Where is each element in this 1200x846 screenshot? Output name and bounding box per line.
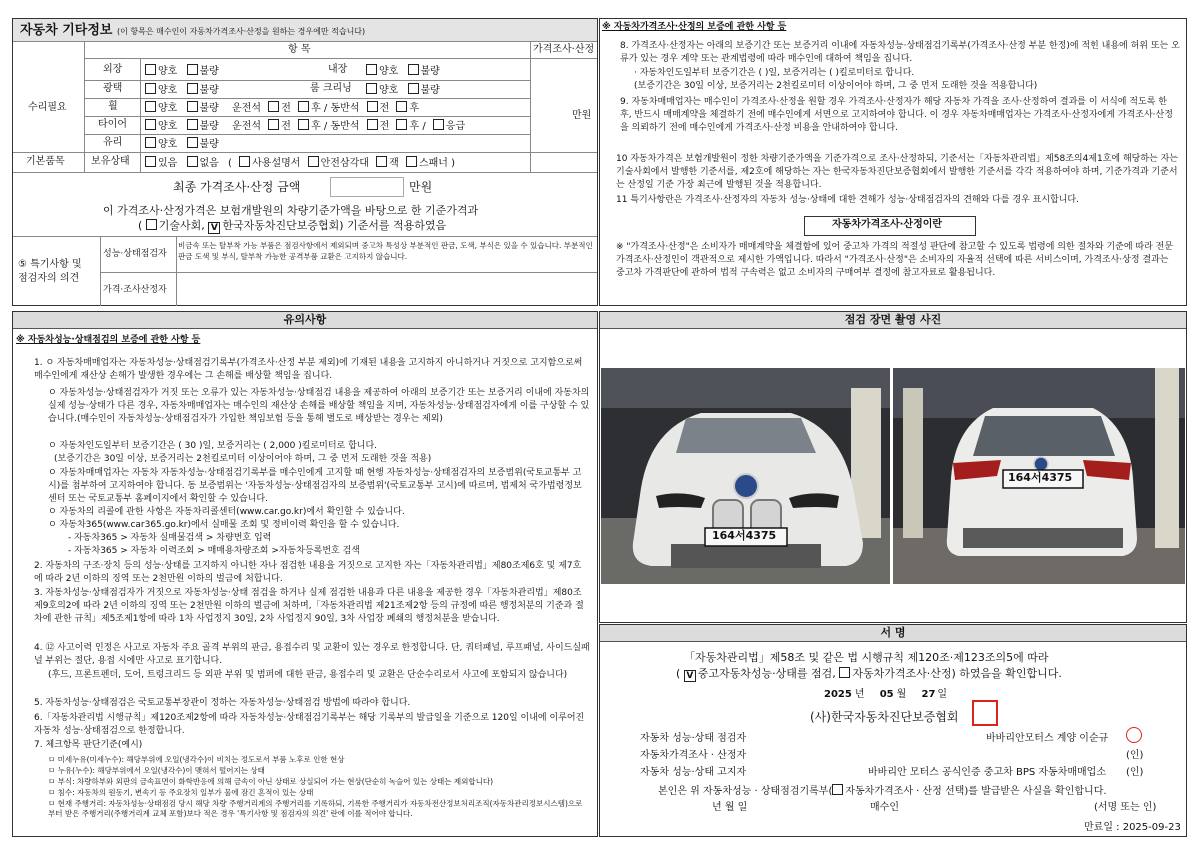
buyer-confirm-line: 본인은 위 자동차성능 · 상태점검기록부( 자동차가격조사 · 산정 선택)를 발급받은 사실을 확인합니다. (658, 786, 1107, 797)
exterior-options: 양호 불량 (145, 64, 219, 78)
notifier-sign-label: 자동차 성능·상태 고지자 (640, 767, 747, 778)
note-7e: ㅁ 현재 주행거리: 자동차성능·상태점검 당시 해당 차량 주행거리계의 주행거리를 기록하되, 기록한 주행거리가 자동차전산정보처리조직(자동차관리정보시스템)으로부터 받은 주행거리(주행거리계 교체 포함)보다 적은 경우 '특기사항 및 점검자의 의견' 란에 이를 적어야 합니다. (48, 799, 583, 818)
price-inspector-sign-label: 자동차가격조사 · 산정자 (640, 750, 747, 761)
basic-yes-checkbox[interactable] (145, 156, 156, 167)
photos-header: 점검 장면 촬영 사진 (600, 312, 1186, 329)
glass-options: 양호 불량 (145, 137, 219, 151)
col-item-header: 항 목 (288, 44, 311, 55)
sign-date: 2025 년 05 월 27 일 (824, 689, 948, 700)
sign-line1: 「자동차관리법」제58조 및 같은 법 시행규칙 제120조·제123조의5에 따라 (684, 651, 1049, 664)
gloss-good-checkbox[interactable] (145, 83, 156, 94)
note-1d: (보증기간은 30일 이상, 보증거리는 2천킬로미터 이상이어야 하며, 그 중 먼저 도래한 것을 적용) (54, 454, 432, 464)
note-4b: (후드, 프론트펜더, 도어, 트렁크리드 등 외판 부위 및 범퍼에 대한 판금, 용접수리 및 교환은 단순수리로서 사고에 포함되지 않습니다) (48, 670, 568, 680)
sign-organization: (사)한국자동차진단보증협회 (810, 710, 959, 724)
expiry-date: 만료일 : 2025-09-23 (1084, 822, 1181, 833)
wheel-good-checkbox[interactable] (145, 101, 156, 112)
buyer-date-row: 년 월 일 (712, 802, 748, 813)
basis-assoc-checkbox[interactable]: V (208, 222, 220, 234)
wheel-driver-rear-checkbox[interactable] (298, 101, 309, 112)
note-5: 5. 자동차성능·상태점검은 국토교통부장관이 정하는 자동차성능·상태점검 방법에 따라야 합니다. (34, 698, 411, 708)
price-note-11: 11 특기사항란은 가격조사·산정자의 자동차 성능·상태에 대한 견해가 성능·상태점검자의 견해와 다를 경우 표시합니다. (616, 195, 1079, 205)
price-note-8b: · 자동차인도일부터 보증기간은 ( )일, 보증거리는 ( )킬로미터로 합니다. (634, 68, 915, 78)
exterior-bad-checkbox[interactable] (187, 64, 198, 75)
about-price-text: ※ "가격조사·산정"은 소비자가 매매계약을 체결함에 있어 중고차 가격의 적절성 판단에 참고할 수 있도록 법령에 의한 절차와 기준에 따라 전문 가격조사·산정인이 객관적으로 제시한 가액입니다. 따라서 "가격조사·산정"은 소비자의 자율적 선택에 따른 서비스이며, 가격조사·상정 결과는 중고차 가격판단에 관하여 법적 구속력은 없고 소비자의 구매여부 결정에 참고자료로 활용됩니다. (616, 242, 1174, 278)
note-1a: 1. ㅇ 자동차매매업자는 자동차성능·상태점검기록부(가격조사·산정 부분 제외)에 기재된 내용을 고지하지 아니하거나 거짓으로 고지함으로써 매수인에게 재산상 손해가 발생한 경우에는 그 손해를 배상할 책임을 집니다. (34, 358, 583, 381)
notes-subheader: ※ 자동차성능·상태점검의 보증에 관한 사항 등 (16, 335, 201, 345)
note-3: 3. 자동차성능·상태점검자가 거짓으로 자동차성능·상태 점검을 하거나 실제 점검한 내용과 다른 내용을 제공한 경우「자동차관리법」제80조제9호의2에 따라 2년 이하의 징역 또는 2천만원 이하의 벌금에 처하며,「자동차관리법 제21조제2항 등의 규정에 따른 행정처분의 기준과 절차에 관한 규칙」제5조제1항에 따라 1차 사업정지 30일, 2차 사업정지 90일, 3차 사업장 폐쇄의 행정처분을 받습니다. (34, 588, 584, 624)
notifier-sign-in: (인) (1126, 767, 1144, 778)
unit-man: 만원 (572, 110, 592, 121)
wheel-driver-front-checkbox[interactable] (268, 101, 279, 112)
exterior-good-checkbox[interactable] (145, 64, 156, 75)
final-price-label: 최종 가격조사·산정 금액 (173, 180, 301, 194)
row-wheel: 휠 (108, 101, 118, 112)
special-notes-label: ⑤ 특기사항 및 점검자의 의견 (18, 259, 82, 284)
note-1f: ㅇ 자동차의 리콜에 관한 사항은 자동차리콜센터(www.car.go.kr)에서 확인할 수 있습니다. (48, 507, 405, 517)
row-glass: 유리 (103, 137, 123, 148)
tire-good-checkbox[interactable] (145, 119, 156, 130)
tire-driver-rear-checkbox[interactable] (298, 119, 309, 130)
organization-seal (972, 700, 998, 726)
note-1h: - 자동차365 > 자동차 실매물검색 > 차량번호 입력 (68, 533, 272, 543)
tire-emergency-checkbox[interactable] (433, 119, 444, 130)
inspector-signature-mark (1126, 727, 1142, 743)
jack-checkbox[interactable] (376, 156, 387, 167)
room-good-checkbox[interactable] (366, 83, 377, 94)
note-7c: ㅁ 부식: 차량하부와 외판의 금속표면이 화학반응에 의해 금속이 아닌 상태로 상실되어 가는 현상(단순히 녹슬어 있는 상태는 제외합니다) (48, 777, 493, 786)
row-room-cleaning: 룸 크리닝 (310, 83, 352, 94)
note-7d: ㅁ 침수: 자동차의 원동기, 변속기 등 주요장치 일부가 물에 잠긴 흔적이 있는 상태 (48, 788, 314, 797)
note-1c: ㅇ 자동차인도일부터 보증기간은 ( 30 )일, 보증거리는 ( 2,000 )킬로미터로 합니다. (48, 441, 378, 451)
note-4: 4. ⑫ 사고이력 인정은 사고로 자동차 주요 골격 부위의 판금, 용접수리 및 교환이 있는 경우로 한정합니다. 단, 쿼터패널, 루프패널, 사이드실패널 부위는 절단, 용접 시에만 사고로 표기합니다. (34, 643, 590, 666)
price-inspector-label: 가격·조사산정자 (103, 285, 167, 295)
repair-label: 수리필요 (28, 102, 67, 113)
row-gloss: 광택 (103, 83, 123, 94)
note-7: 7. 체크항목 판단기준(예시) (34, 740, 143, 750)
buyer-sign-or-stamp: (서명 또는 인) (1094, 802, 1157, 813)
room-options: 양호 불량 (366, 83, 440, 97)
interior-good-checkbox[interactable] (366, 64, 377, 75)
row-exterior: 외장 (103, 64, 123, 75)
price-warranty-header: ※ 자동차가격조사·산정의 보증에 관한 사항 등 (602, 22, 787, 32)
tire-bad-checkbox[interactable] (187, 119, 198, 130)
perf-inspector-sign-value: 바바리안모터스 계양 이순규 (986, 733, 1109, 744)
note-1b: ㅇ 자동차성능·상태점검자가 거짓 또는 오류가 있는 자동차성능·상태점검 내용을 제공하여 아래의 보증기간 또는 보증거리 이내에 자동차의 실제 성능·상태가 다른 경우, 자동차매매업자는 매수인의 재산상 손해를 배상할 책임을 지며, 자동차성능·상태점검자에게 이를 구상할 수 있습니다.(매수인이 자동차성능·상태점검자가 가입한 책임보험 등을 통해 별도로 배상받는 경우는 제외) (48, 388, 590, 424)
interior-options: 양호 불량 (366, 64, 440, 78)
room-bad-checkbox[interactable] (408, 83, 419, 94)
wheel-bad-checkbox[interactable] (187, 101, 198, 112)
etc-title-note: (이 항목은 매수인이 자동차가격조사·산정을 원하는 경우에만 적습니다) (117, 27, 366, 36)
note-1g: ㅇ 자동차365(www.car365.go.kr)에서 실매물 조회 및 정비이력 확인을 할 수 있습니다. (48, 520, 400, 530)
car-front-photo (601, 368, 890, 584)
about-price-title: 자동차가격조사·산정이란 (832, 219, 943, 230)
final-price-input[interactable] (330, 177, 404, 197)
wheel-options: 양호 불량 운전석 전 후 / 동반석 전 후 (145, 101, 419, 115)
row-interior: 내장 (328, 64, 348, 75)
gloss-bad-checkbox[interactable] (187, 83, 198, 94)
price-note-8c: (보증기간은 30일 이상, 보증거리는 2천킬로미터 이상이어야 하며, 그 중 먼저 도래한 것을 적용합니다) (634, 81, 1038, 91)
perf-inspector-sign-label: 자동차 성능·상태 점검자 (640, 733, 747, 744)
sign-performance-checkbox[interactable]: V (684, 670, 696, 682)
note-7a: ㅁ 미세누유(미세누수): 해당부위에 오일(냉각수)이 비치는 정도로서 부품 노후로 인한 현상 (48, 755, 345, 764)
notifier-sign-value: 바바리안 모터스 공식인증 중고차 BPS 자동차매매업소 (868, 767, 1106, 778)
price-inspector-sign-in: (인) (1126, 750, 1144, 761)
wheel-passenger-front-checkbox[interactable] (367, 101, 378, 112)
sign-header: 서 명 (600, 625, 1186, 642)
note-1e: ㅇ 자동차매매업자는 자동차 자동차성능·상태점검기록부를 매수인에게 고지할 때 현행 자동차성능·상태점검자의 보증범위(국토교통부 고시)를 첨부하여 고지하여야 합니다. 동 보증범위는 '자동차성능·상태점검자의 보증범위'(국토교통부 고시)에 따르며, 법제처 국가법령정보센터 또는 국토교통부 홈페이지에서 확인할 수 있습니다. (48, 468, 582, 504)
basic-no-checkbox[interactable] (187, 156, 198, 167)
basis-line1: 이 가격조사·산정가격은 보험개발원의 차량기준가액을 바탕으로 한 기준가격과 (103, 204, 479, 217)
tire-passenger-front-checkbox[interactable] (367, 119, 378, 130)
holding-label: 보유상태 (91, 156, 130, 167)
spanner-checkbox[interactable] (406, 156, 417, 167)
basis-line2: ( 기술사회, V 한국자동차진단보증협회) 기준서를 적용하였음 (138, 219, 447, 233)
note-2: 2. 자동차의 구조·장치 등의 성능·상태를 고지하지 아니한 자나 점검한 내용을 거짓으로 고지한 자는「자동차관리법」제80조제6호 및 제7호에 따라 2년 이하의 징역 또는 2천만원 이하의 벌금에 처합니다. (34, 561, 582, 584)
car-rear-photo (893, 368, 1185, 584)
tire-passenger-rear-checkbox[interactable] (396, 119, 407, 130)
buyer-price-checkbox[interactable] (832, 784, 843, 795)
front-plate-number: 164서4375 (712, 529, 777, 542)
perf-inspector-label: 성능·상태점검자 (103, 249, 167, 259)
basic-items-options: 있음 없음 ( 사용설명서 안전삼각대 잭 스패너 ) (145, 156, 455, 170)
wheel-passenger-rear-checkbox[interactable] (396, 101, 407, 112)
row-tire: 타이어 (98, 119, 127, 130)
note-6: 6.「자동차관리법 시행규칙」제120조제2항에 따라 자동차성능·상태점검기록부는 해당 기록부의 발급일을 기준으로 120일 이내에 이루어진 자동차 성능·상태점검으로 한정합니다. (34, 713, 585, 736)
etc-title: 자동차 기타정보 (20, 23, 113, 38)
rear-plate-number: 164서4375 (1008, 471, 1073, 484)
interior-bad-checkbox[interactable] (408, 64, 419, 75)
triangle-checkbox[interactable] (308, 156, 319, 167)
buyer-label: 매수인 (870, 802, 899, 813)
note-1i: - 자동차365 > 자동차 이력조회 > 매매용차량조회 >자동차등록번호 검색 (68, 546, 360, 556)
manual-checkbox[interactable] (239, 156, 250, 167)
basis-tech-checkbox[interactable] (146, 219, 157, 230)
tire-options: 양호 불량 운전석 전 후 / 동반석 전 후 / 응급 (145, 119, 465, 133)
price-note-8: 8. 가격조사·산정자는 아래의 보증기간 또는 보증거리 이내에 자동차성능·상태점검기록부(가격조사·산정 부분 한정)에 적힌 내용에 허위 또는 오류가 있는 경우 계약 또는 관계법령에 따라 매수인에 대하여 책임을 집니다. (620, 41, 1180, 64)
note-7b: ㅁ 누유(누수): 해당부위에서 오일(냉각수)이 맺혀서 떨어지는 상태 (48, 766, 265, 775)
price-note-9: 9. 자동차매매업자는 매수인이 가격조사·산정을 원할 경우 가격조사·산정자가 해당 자동차 가격을 조사·산정하여 결과를 이 서식에 적도록 한 후, 반드시 매매계약을 체결하기 전에 매수인에게 서면으로 고지하여야 합니다. 이 경우 자동차매매업자는 가격조사·산정자에게 가격조사·산정을 의뢰하기 전에 매수인에게 가격조사·산정 비용을 안내하여야 합니다. (620, 97, 1173, 133)
price-note-10: 10 자동차가격은 보험개발원이 정한 차량기준가액을 기준가격으로 조사·산정하되, 기준서는「자동차관리법」제58조의4제1호에 해당하는 자는 기술사회에서 발행한 기준서를, 제2호에 해당하는 자는 한국자동차진단보증협회에서 발행한 기준서를 각각 적용하여야 하며, 기준가격과 기준서는 산정일 기준 가장 최근에 발행된 것을 적용합니다. (616, 154, 1178, 190)
sign-price-checkbox[interactable] (839, 667, 850, 678)
col-price-header: 가격조사·산정 (533, 44, 595, 55)
tire-driver-front-checkbox[interactable] (268, 119, 279, 130)
car-front-illustration (601, 368, 890, 584)
notes-header: 유의사항 (13, 312, 597, 329)
glass-bad-checkbox[interactable] (187, 137, 198, 148)
basic-items-label: 기본품목 (26, 156, 65, 167)
gloss-options: 양호 불량 (145, 83, 219, 97)
perf-inspector-note: 비금속 또는 탈부착 가능 부품은 점검사항에서 제외되며 중고차 특성상 부분적인 판금, 도색, 부식은 있을 수 있습니다. 부분적인 판금 도색 및 부식, 탈부착 가능한 공격부품 교환은 고지하지 않습니다. (178, 241, 593, 261)
sign-line2: ( V 중고자동차성능·상태를 점검, 자동차가격조사·산정) 하였음을 확인합니다. (676, 667, 1062, 681)
final-price-unit: 만원 (409, 180, 433, 194)
glass-good-checkbox[interactable] (145, 137, 156, 148)
